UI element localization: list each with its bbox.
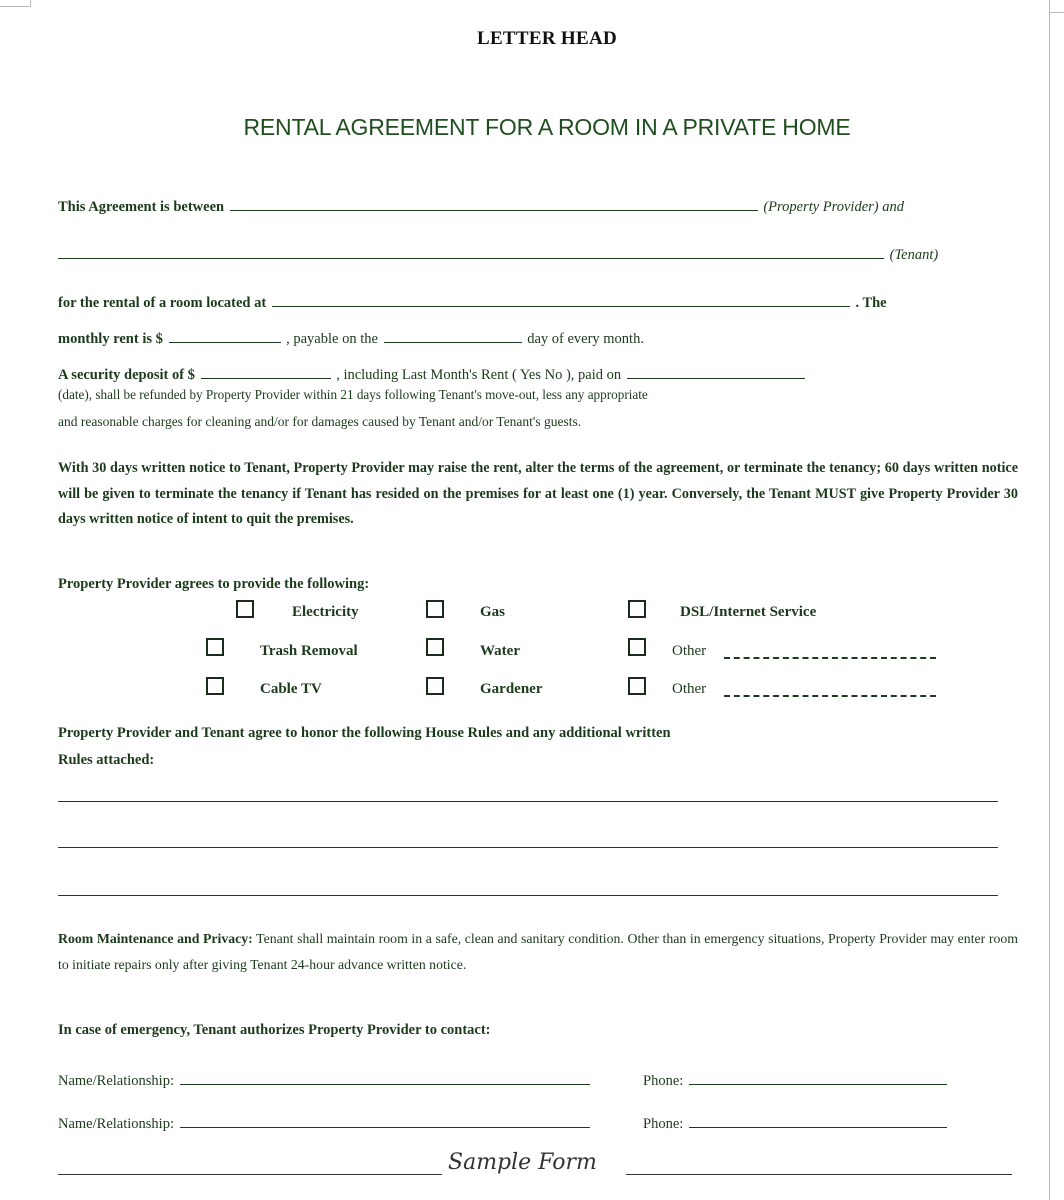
water-checkbox[interactable] (426, 638, 444, 656)
tenant-label: (Tenant) (889, 247, 939, 263)
emergency-phone-row-1 (643, 1070, 949, 1090)
parties-line-3 (58, 292, 887, 312)
the-label: . The (855, 295, 887, 311)
trash-removal-label: Trash Removal (260, 643, 358, 659)
agreement-between-label: This Agreement is between (58, 199, 225, 215)
phone-field-1[interactable] (689, 1070, 947, 1085)
name-relationship-label: Name/Relationship: (58, 1073, 174, 1089)
security-deposit-field[interactable] (201, 364, 331, 379)
house-rules-field-3[interactable] (58, 894, 998, 896)
maintenance-label: Room Maintenance and Privacy: (58, 931, 253, 946)
page-corner-top-right (1049, 0, 1064, 13)
notice-paragraph: With 30 days written notice to Tenant, Property Provider may raise the rent, alter the terms of the agreement, or terminate the tenancy; 60 days written notice will be given to terminate the tenancy if Tenant has resided on the premises for at least one (1) year. Conversely, the Tenant MUST give Property Provider 30 days written notice of intent to quit the premises. (58, 460, 1018, 527)
parties-line-1 (58, 196, 904, 216)
utilities-heading: Property Provider agrees to provide the following: (58, 576, 370, 592)
document-title: RENTAL AGREEMENT FOR A ROOM IN A PRIVATE HOME (243, 114, 851, 140)
monthly-rent-label: monthly rent is $ (58, 331, 163, 347)
gardener-checkbox[interactable] (426, 677, 444, 695)
payable-label: , payable on the (286, 331, 378, 347)
water-label: Water (480, 643, 520, 659)
deposit-line-3: and reasonable charges for cleaning and/or for damages caused by Tenant and/or Tenant's guests. (58, 414, 582, 429)
payable-day-field[interactable] (384, 328, 522, 343)
trash-removal-checkbox[interactable] (206, 638, 224, 656)
tenant-field[interactable] (58, 244, 884, 259)
parties-line-2 (58, 244, 938, 264)
other-2-checkbox[interactable] (628, 677, 646, 695)
deposit-line-2: (date), shall be refunded by Property Provider within 21 days following Tenant's move-out, less any appropriate (58, 387, 648, 402)
cable-tv-checkbox[interactable] (206, 677, 224, 695)
electricity-checkbox[interactable] (236, 600, 254, 618)
property-provider-field[interactable] (230, 196, 758, 211)
letterhead: LETTER HEAD (476, 28, 618, 49)
other-1-label: Other (672, 643, 707, 659)
monthly-rent-field[interactable] (169, 328, 281, 343)
room-location-label: for the rental of a room located at (58, 295, 267, 311)
emergency-heading: In case of emergency, Tenant authorizes Property Provider to contact: (58, 1022, 491, 1038)
emergency-row-2 (58, 1113, 592, 1133)
name-relationship-field-2[interactable] (180, 1113, 590, 1128)
maintenance-text: Tenant shall maintain room in a safe, clean and sanitary condition. Other than in emergency situations, Property Provider may enter room to initiate repairs only after giving Tenant 24-hour advance written notice. (58, 931, 1018, 972)
dsl-internet-checkbox[interactable] (628, 600, 646, 618)
other-2-field[interactable] (724, 694, 936, 697)
deposit-date-field[interactable] (627, 364, 805, 379)
day-of-month-label: day of every month. (527, 331, 644, 347)
parties-line-4 (58, 328, 644, 348)
gas-label: Gas (480, 604, 506, 620)
maintenance-paragraph (58, 926, 1018, 978)
other-2-label: Other (672, 681, 707, 697)
footer-rule-left (58, 1174, 442, 1175)
name-relationship-label: Name/Relationship: (58, 1116, 174, 1132)
security-deposit-label: A security deposit of $ (58, 367, 195, 383)
sample-form-watermark: Sample Form (448, 1150, 597, 1175)
emergency-phone-row-2 (643, 1113, 949, 1133)
phone-label: Phone: (643, 1116, 684, 1132)
gas-checkbox[interactable] (426, 600, 444, 618)
cable-tv-label: Cable TV (260, 681, 322, 697)
emergency-row-1 (58, 1070, 592, 1090)
deposit-line-1 (58, 364, 807, 384)
house-rules-field-1[interactable] (58, 800, 998, 802)
gardener-label: Gardener (480, 681, 543, 697)
room-location-field[interactable] (272, 292, 850, 307)
page-edge (1049, 0, 1050, 1200)
other-1-field[interactable] (724, 656, 936, 659)
phone-field-2[interactable] (689, 1113, 947, 1128)
dsl-internet-label: DSL/Internet Service (680, 604, 817, 620)
electricity-label: Electricity (292, 604, 359, 620)
property-provider-label: (Property Provider) and (763, 199, 904, 215)
page-corner-top-left (0, 0, 31, 7)
phone-label: Phone: (643, 1073, 684, 1089)
name-relationship-field-1[interactable] (180, 1070, 590, 1085)
house-rules-field-2[interactable] (58, 846, 998, 848)
last-month-rent-label: , including Last Month's Rent ( Yes No ), paid on (336, 367, 622, 383)
footer-rule-right (626, 1174, 1012, 1175)
other-1-checkbox[interactable] (628, 638, 646, 656)
house-rules-line-1: Property Provider and Tenant agree to honor the following House Rules and any additional written (58, 725, 671, 741)
house-rules-line-2: Rules attached: (58, 752, 155, 768)
